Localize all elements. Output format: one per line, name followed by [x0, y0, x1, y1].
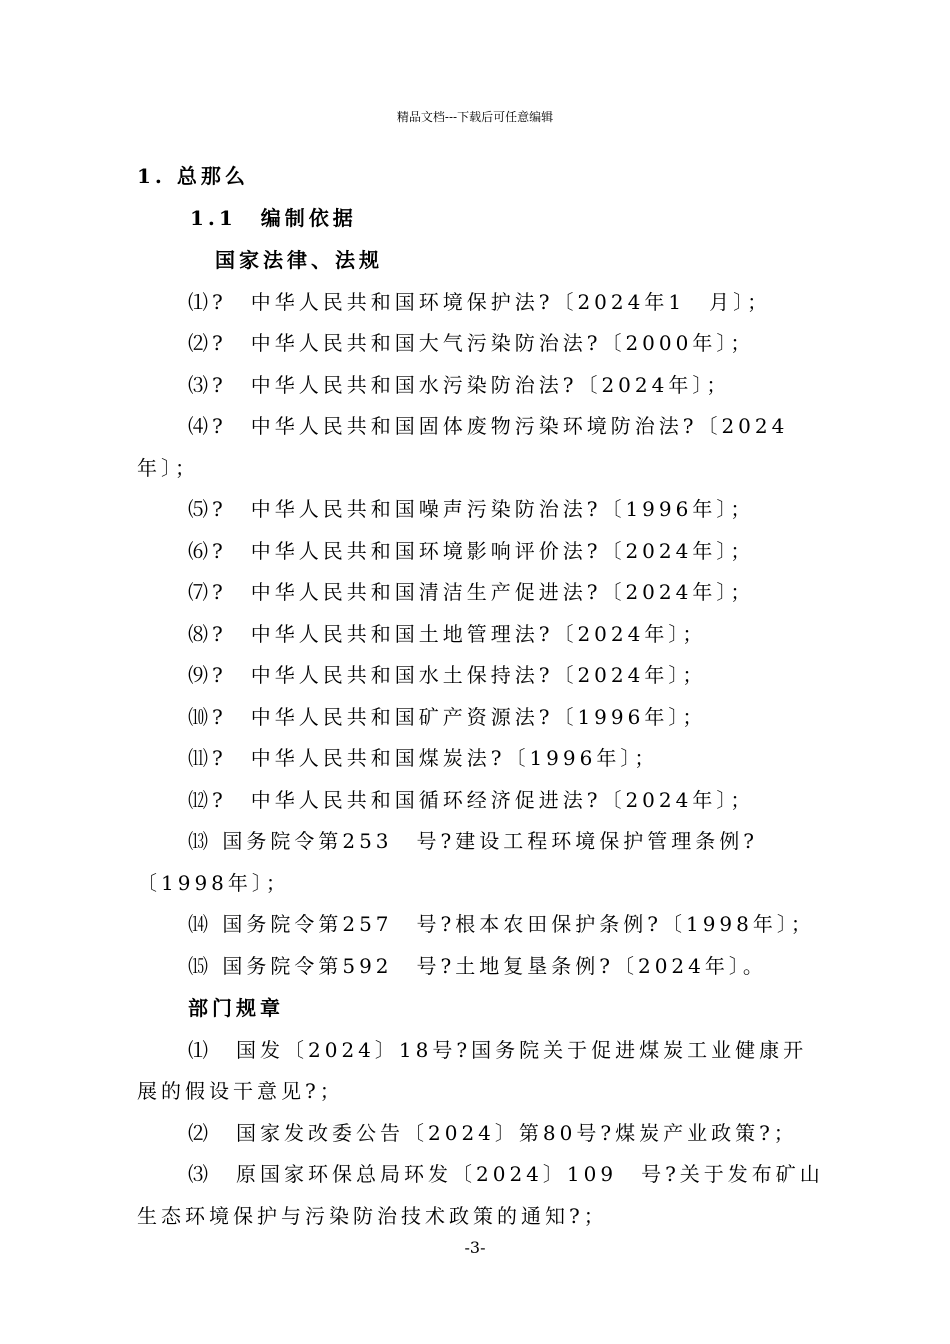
law-item: ⒁ 国务院令第257 号?根本农田保护条例?〔1998年〕；: [188, 912, 815, 936]
rule-item: ⑴ 国发〔2024〕18号?国务院关于促进煤炭工业健康开: [188, 1038, 808, 1062]
law-item: ⑾? 中华人民共和国煤炭法?〔1996年〕；: [188, 746, 659, 770]
law-item: ⑺? 中华人民共和国清洁生产促进法?〔2024年〕；: [188, 580, 755, 604]
law-item-continued: 〔1998年〕；: [137, 871, 290, 895]
law-item: ⑼? 中华人民共和国水土保持法?〔2024年〕；: [188, 663, 707, 687]
rule-item: ⑵ 国家发改委公告〔2024〕第80号?煤炭产业政策?；: [188, 1121, 798, 1145]
group-title-rules: 部门规章: [188, 996, 284, 1020]
law-item: ⑴? 中华人民共和国环境保护法?〔2024年1 月〕；: [188, 290, 772, 314]
rule-item-continued: 生态环境保护与污染防治技术政策的通知?；: [137, 1204, 608, 1228]
law-item: ⑿? 中华人民共和国循环经济促进法?〔2024年〕；: [188, 788, 755, 812]
law-item: ⑻? 中华人民共和国土地管理法?〔2024年〕；: [188, 622, 707, 646]
subsection-title: 1.1 编制依据: [190, 206, 357, 230]
law-item: ⑸? 中华人民共和国噪声污染防治法?〔1996年〕；: [188, 497, 755, 521]
law-item-continued: 年〕；: [137, 456, 199, 480]
law-item: ⒀ 国务院令第253 号?建设工程环境保护管理条例?: [188, 829, 758, 853]
law-item: ⑵? 中华人民共和国大气污染防治法?〔2000年〕；: [188, 331, 755, 355]
law-item: ⑽? 中华人民共和国矿产资源法?〔1996年〕；: [188, 705, 707, 729]
section-title: 1. 总那么: [137, 164, 249, 188]
page-header: 精品文档---下载后可任意编辑: [396, 110, 554, 124]
rule-item-continued: 展的假设干意见?；: [137, 1079, 344, 1103]
group-title-laws: 国家法律、法规: [215, 248, 383, 272]
law-item: ⑷? 中华人民共和国固体废物污染环境防治法?〔2024: [188, 414, 789, 438]
rule-item: ⑶ 原国家环保总局环发〔2024〕109 号?关于发布矿山: [188, 1162, 824, 1186]
law-item: ⑶? 中华人民共和国水污染防治法?〔2024年〕；: [188, 373, 731, 397]
law-item: ⒂ 国务院令第592 号?土地复垦条例?〔2024年〕。: [188, 954, 767, 978]
page-number: -3-: [464, 1238, 486, 1257]
law-item: ⑹? 中华人民共和国环境影响评价法?〔2024年〕；: [188, 539, 755, 563]
